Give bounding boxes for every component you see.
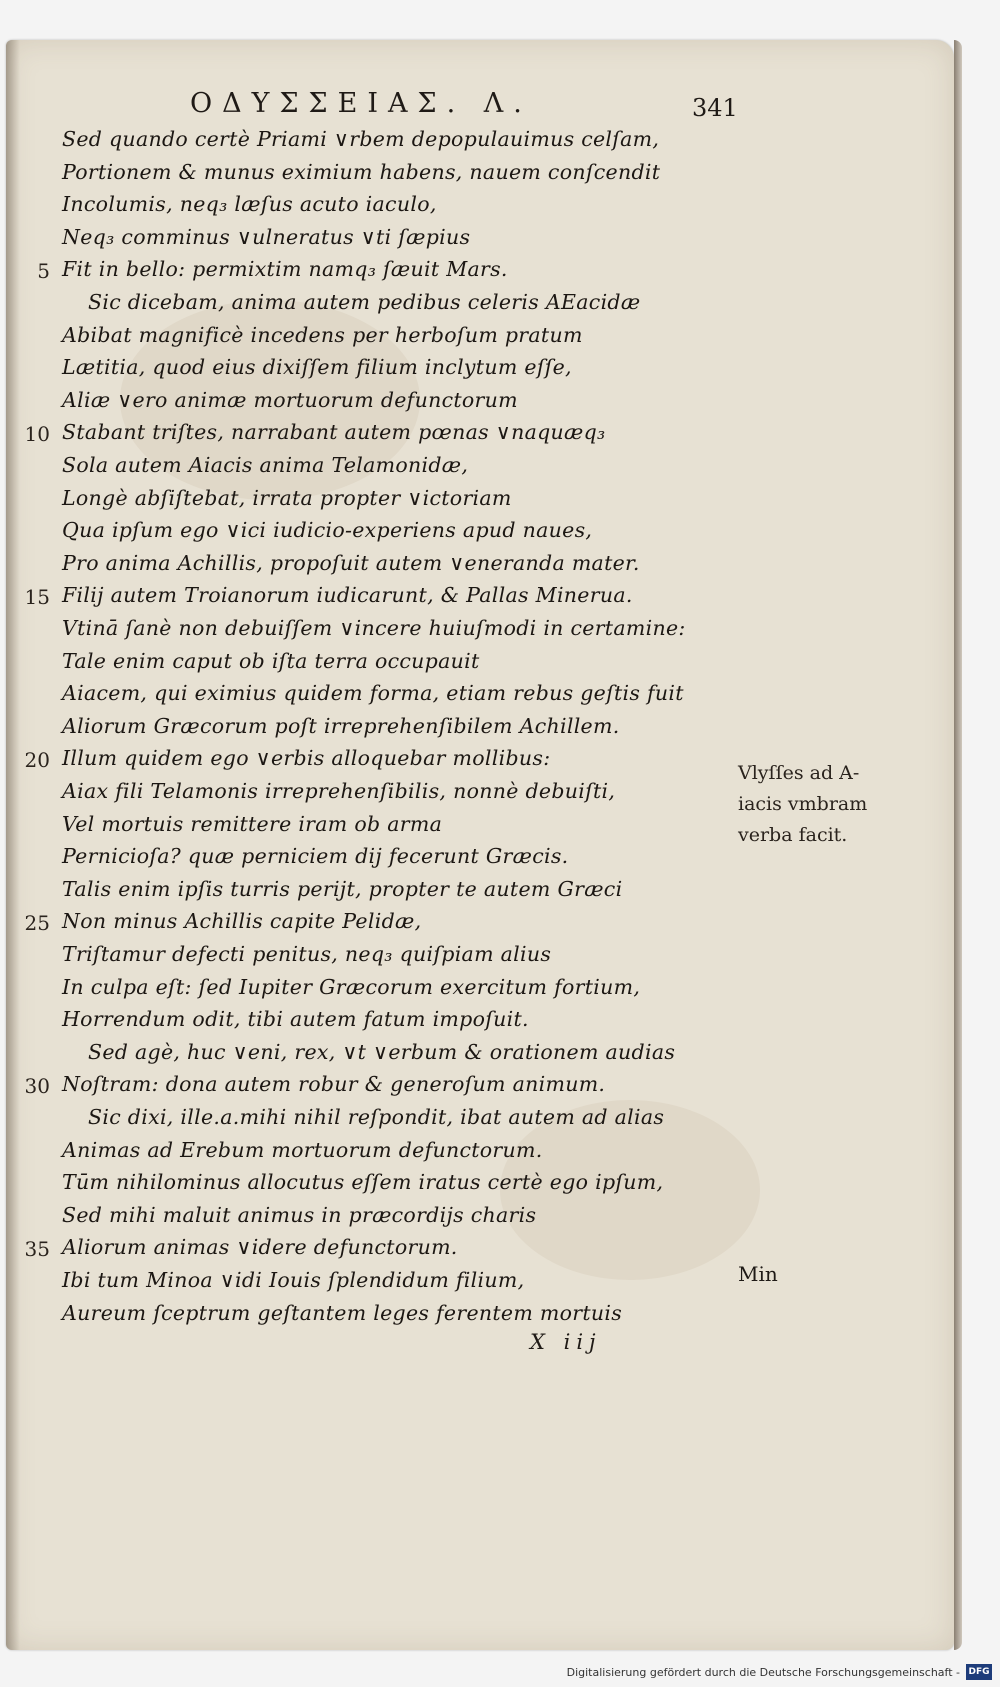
verse-line: Neq₃ comminus ∨ulneratus ∨ti ſæpius (62, 225, 471, 249)
marginal-note-line: verba facit. (738, 824, 848, 846)
line-number: 5 (37, 259, 50, 283)
verse-line: Aiacem, qui eximius quidem forma, etiam rebus geſtis fuit (62, 681, 684, 705)
marginal-note (738, 758, 898, 851)
verse-line: Portionem & munus eximium habens, nauem conſcendit (62, 160, 661, 184)
page-edge (954, 40, 962, 1650)
verse-line: Longè abſiſtebat, irrata propter ∨ictoriam (62, 486, 512, 510)
verse-line: Illum quidem ego ∨erbis alloquebar mollibus: (62, 746, 551, 770)
verse-line: Aliorum animas ∨idere defunctorum. (62, 1235, 458, 1259)
verse-line: Talis enim ipſis turris perijt, propter te autem Græci (62, 877, 623, 901)
verse-line: Fit in bello: permixtim namq₃ ſæuit Mars. (62, 257, 508, 281)
signature-mark: X iij (530, 1330, 602, 1354)
verse-line: Vel mortuis remittere iram ob arma (62, 812, 443, 836)
verse-line: Lætitia, quod eius dixiſſem filium inclytum eſſe, (62, 355, 572, 379)
verse-line: Qua ipſum ego ∨ici iudicio-experiens apud naues, (62, 518, 593, 542)
verse-line: Sed mihi maluit animus in præcordijs charis (62, 1203, 537, 1227)
line-number: 30 (24, 1074, 50, 1098)
verse-line: Vtinā ſanè non debuiſſem ∨incere huiuſmodi in certamine: (62, 616, 686, 640)
verse-line: Sed quando certè Priami ∨rbem depopulauimus celſam, (62, 127, 660, 151)
verse-line: Aiax fili Telamonis irreprehenſibilis, nonnè debuiſti, (62, 779, 616, 803)
running-title: ΟΔΥΣΣΕΙΑΣ. Λ. (190, 88, 532, 119)
verse-line: Sic dicebam, anima autem pedibus celeris AEacidæ (88, 290, 641, 314)
line-number: 25 (24, 911, 50, 935)
verse-line: Horrendum odit, tibi autem fatum impoſuit. (62, 1007, 529, 1031)
verse-line: Noſtram: dona autem robur & generoſum animum. (62, 1072, 606, 1096)
verse-line: In culpa eſt: ſed Iupiter Græcorum exercitum fortium, (62, 975, 641, 999)
verse-line: Pernicioſa? quæ perniciem dij fecerunt Græcis. (62, 844, 569, 868)
marginal-note-line: Vlyſſes ad A- (738, 762, 860, 784)
verse-line: Abibat magnificè incedens per herboſum pratum (62, 323, 583, 347)
verse-line: Aliæ ∨ero animæ mortuorum defunctorum (62, 388, 518, 412)
verse-line: Non minus Achillis capite Pelidæ, (62, 909, 422, 933)
verse-line: Incolumis, neq₃ læſus acuto iaculo, (62, 192, 437, 216)
verse-line: Ibi tum Minoa ∨idi Iouis ſplendidum filium, (62, 1268, 525, 1292)
verse-line: Triſtamur defecti penitus, neq₃ quiſpiam alius (62, 942, 552, 966)
verse-line: Aureum ſceptrum geſtantem leges ferentem mortuis (62, 1301, 623, 1325)
verse-line: Tūm nihilominus allocutus eſſem iratus certè ego ipſum, (62, 1170, 664, 1194)
verse-line: Pro anima Achillis, propoſuit autem ∨eneranda mater. (62, 551, 640, 575)
verse-line: Sic dixi, ille.a.mihi nihil reſpondit, ibat autem ad alias (88, 1105, 665, 1129)
catchword: Min (738, 1262, 778, 1286)
verse-line: Aliorum Græcorum poſt irreprehenſibilem Achillem. (62, 714, 620, 738)
line-number: 15 (24, 585, 50, 609)
dfg-logo: DFG (966, 1664, 992, 1680)
verse-line: Tale enim caput ob iſta terra occupauit (62, 649, 480, 673)
verse-line: Sola autem Aiacis anima Telamonidæ, (62, 453, 469, 477)
marginal-note-line: iacis vmbram (738, 793, 868, 815)
line-number: 10 (24, 422, 50, 446)
verse-line: Filij autem Troianorum iudicarunt, & Pallas Minerua. (62, 583, 633, 607)
line-number: 20 (24, 748, 50, 772)
page-number: 341 (692, 94, 738, 122)
verse-line: Animas ad Erebum mortuorum defunctorum. (62, 1138, 543, 1162)
line-number: 35 (24, 1237, 50, 1261)
verse-line: Stabant triſtes, narrabant autem pœnas ∨naquæq₃ (62, 420, 606, 444)
digitization-credit: Digitalisierung gefördert durch die Deutsche Forschungsgemeinschaft - (566, 1666, 960, 1679)
verse-line: Sed agè, huc ∨eni, rex, ∨t ∨erbum & orationem audias (88, 1040, 676, 1064)
